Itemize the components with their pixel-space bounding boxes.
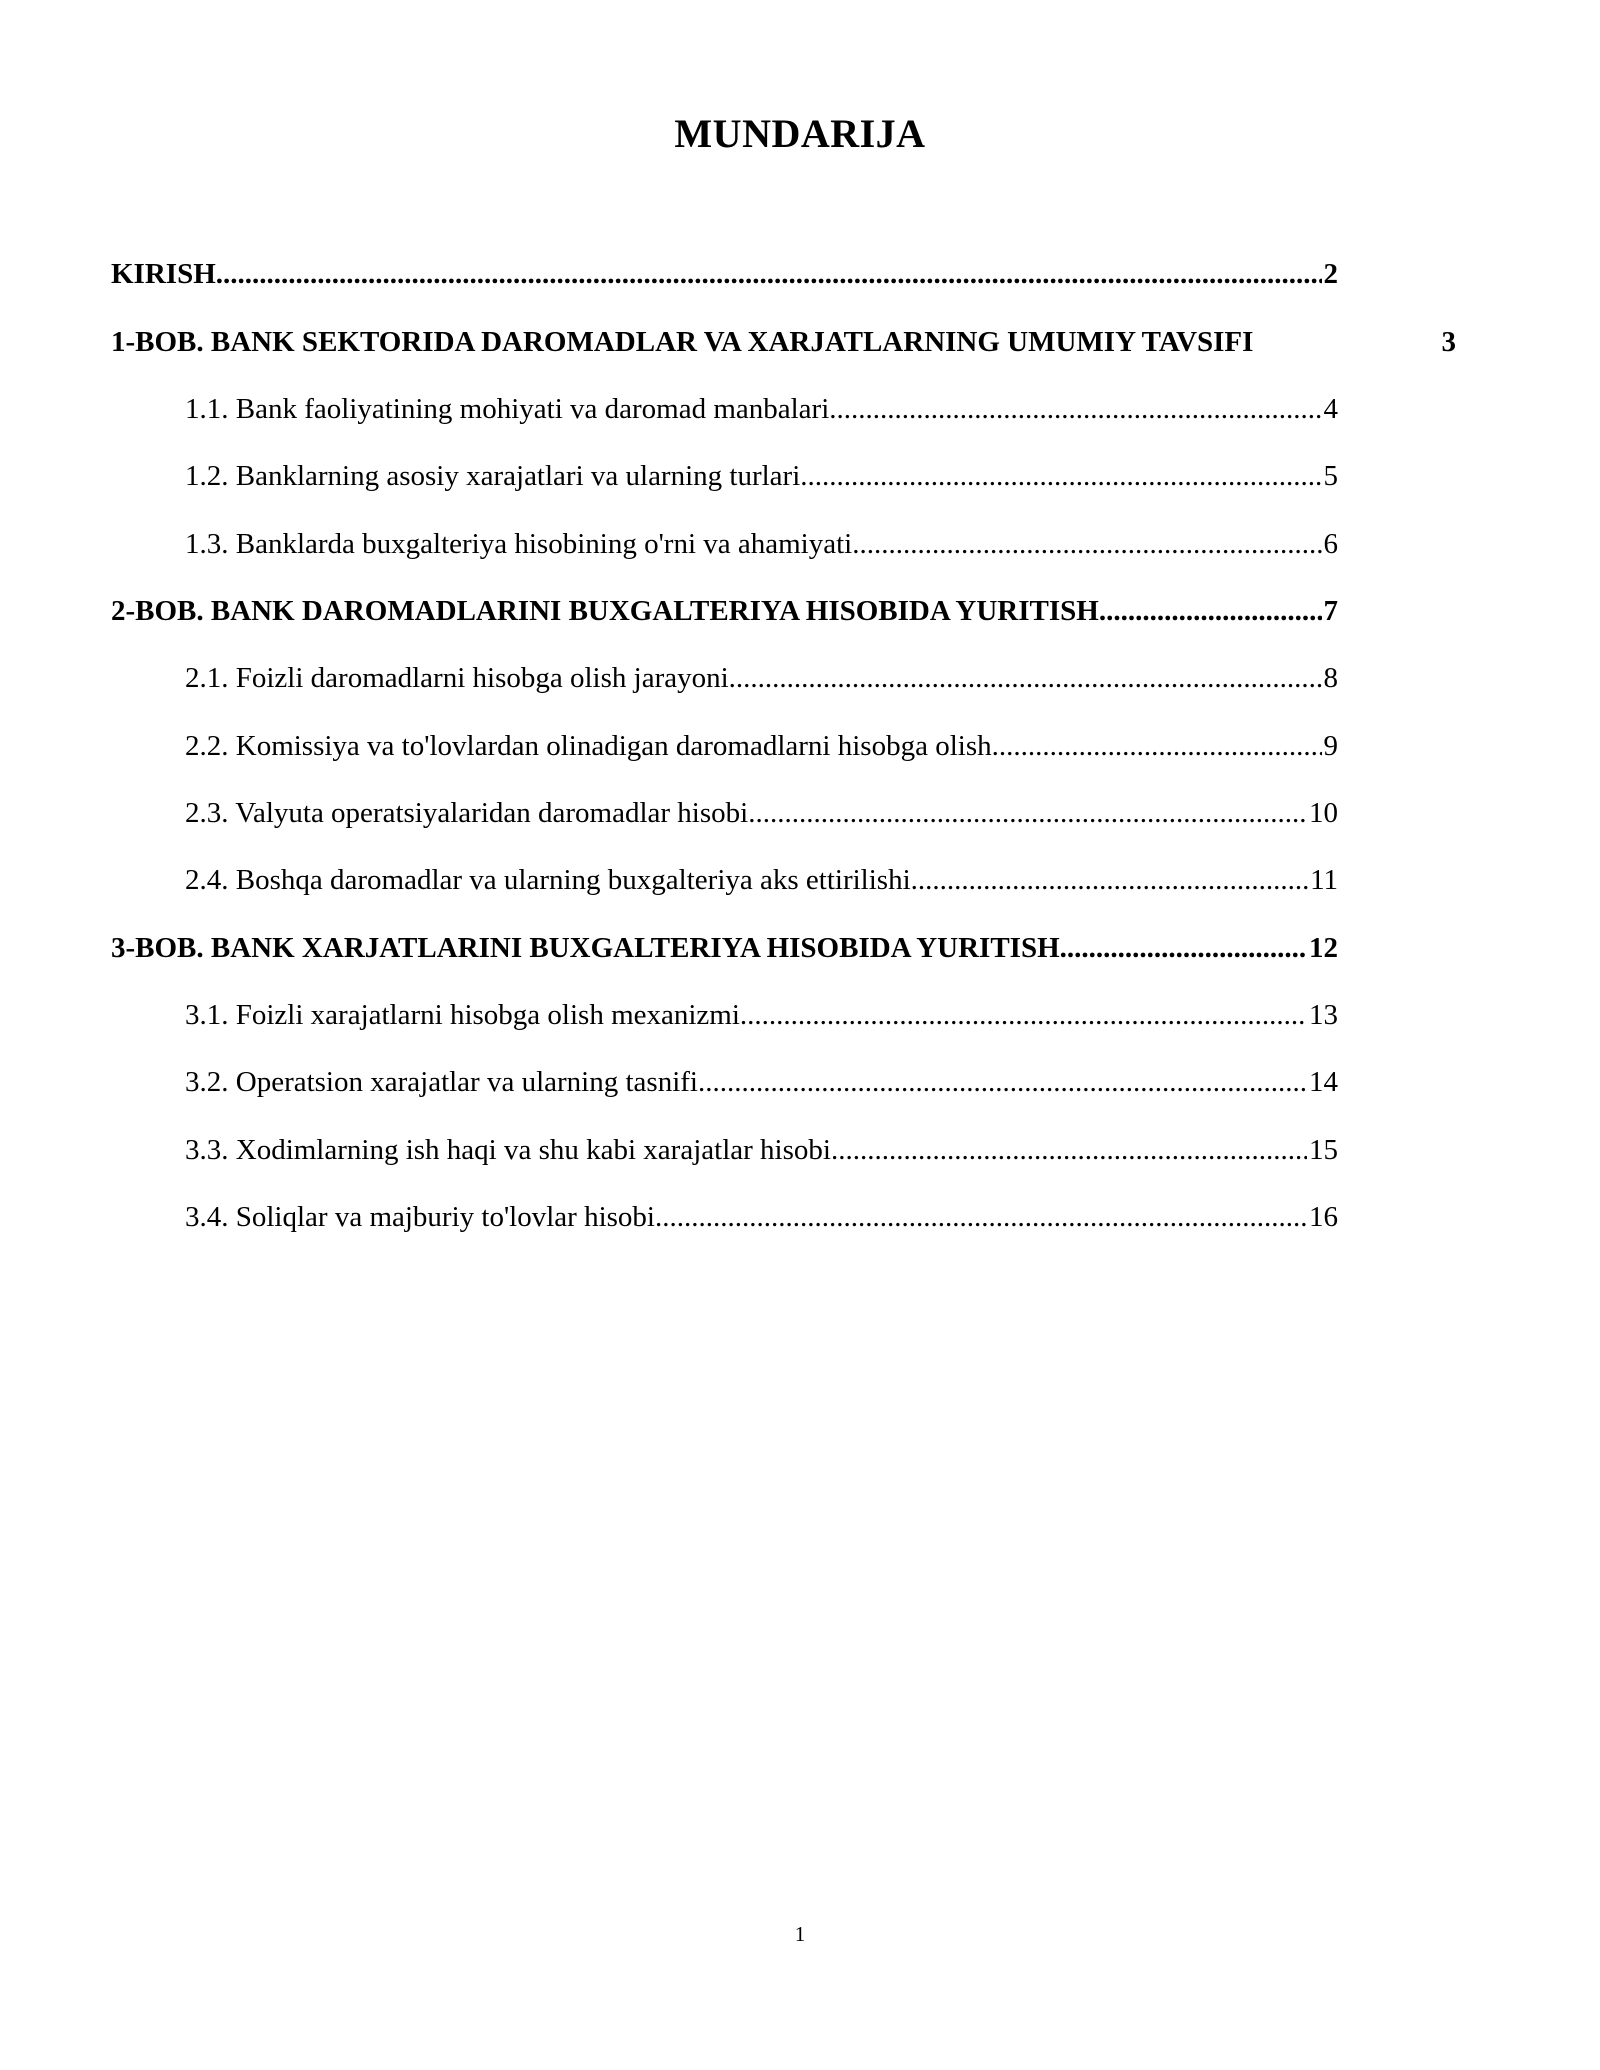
- toc-entry-text: 3.3. Xodimlarning ish haqi va shu kabi xarajatlar hisobi: [185, 1134, 831, 1166]
- toc-entry-section-1-3[interactable]: [185, 524, 1338, 564]
- toc-leader-dots: [911, 860, 1308, 900]
- toc-entry-section-1-1[interactable]: [185, 389, 1338, 429]
- toc-entry-text: KIRISH: [111, 258, 216, 290]
- toc-entry-text: 1.3. Banklarda buxgalteriya hisobining o'rni va ahamiyati: [185, 528, 853, 560]
- toc-page-number: 5: [1323, 460, 1338, 492]
- toc-entry-section-2-4[interactable]: [185, 860, 1338, 900]
- toc-entry-chapter-3[interactable]: [111, 928, 1338, 968]
- toc-page-number: 3: [1441, 326, 1456, 358]
- toc-entry-chapter-2[interactable]: [111, 591, 1338, 631]
- toc-entry-section-2-1[interactable]: [185, 658, 1338, 698]
- toc-entry-section-2-3[interactable]: [185, 793, 1338, 833]
- toc-page-number: 8: [1323, 662, 1338, 694]
- page-number-footer: 1: [794, 1922, 806, 1946]
- toc-page-number: 11: [1310, 864, 1338, 896]
- toc-leader-dots: [655, 1197, 1307, 1237]
- toc-entry-section-3-1[interactable]: [185, 995, 1338, 1035]
- toc-entry-text: 2.2. Komissiya va to'lovlardan olinadigan daromadlarni hisobga olish: [185, 730, 992, 762]
- toc-leader-dots: [800, 456, 1321, 496]
- toc-entry-text: 2.1. Foizli daromadlarni hisobga olish jarayoni: [185, 662, 729, 694]
- toc-leader-dots: [852, 524, 1321, 564]
- toc-entry-chapter-1[interactable]: [111, 322, 1456, 362]
- toc-entry-text: 3-BOB. BANK XARJATLARINI BUXGALTERIYA HISOBIDA YURITISH: [111, 932, 1060, 964]
- toc-page-number: 9: [1323, 730, 1338, 762]
- toc-entry-text: 3.4. Soliqlar va majburiy to'lovlar hisobi: [185, 1201, 655, 1233]
- toc-page-number: 10: [1309, 797, 1338, 829]
- toc-leader-dots: [829, 389, 1321, 429]
- toc-leader-dots: [992, 726, 1322, 766]
- toc-leader-dots: [740, 995, 1307, 1035]
- toc-leader-dots: [831, 1130, 1307, 1170]
- toc-entry-text: 1-BOB. BANK SEKTORIDA DAROMADLAR VA XARJATLARNING UMUMIY TAVSIFI: [111, 326, 1254, 358]
- toc-page-number: 7: [1323, 595, 1338, 627]
- toc-page-number: 15: [1309, 1134, 1338, 1166]
- toc-entry-text: 3.1. Foizli xarajatlarni hisobga olish mexanizmi: [185, 999, 740, 1031]
- toc-leader-dots: [748, 793, 1307, 833]
- toc-entry-text: 2-BOB. BANK DAROMADLARINI BUXGALTERIYA HISOBIDA YURITISH: [111, 595, 1099, 627]
- toc-leader-dots: [1060, 928, 1307, 968]
- toc-page-number: 12: [1309, 932, 1338, 964]
- toc-page-number: 4: [1323, 393, 1338, 425]
- toc-page-number: 13: [1309, 999, 1338, 1031]
- toc-page-number: 2: [1323, 258, 1338, 290]
- toc-entry-text: 1.2. Banklarning asosiy xarajatlari va ularning turlari: [185, 460, 801, 492]
- toc-leader-dots: [729, 658, 1322, 698]
- toc-entry-section-2-2[interactable]: [185, 726, 1338, 766]
- page-title: MUNDARIJA: [674, 111, 926, 156]
- toc-page-number: 14: [1309, 1066, 1338, 1098]
- toc-entry-text: 3.2. Operatsion xarajatlar va ularning tasnifi: [185, 1066, 698, 1098]
- toc-entry-section-3-2[interactable]: [185, 1062, 1338, 1102]
- toc-leader-dots: [698, 1062, 1307, 1102]
- toc-leader-dots: [216, 254, 1322, 294]
- toc-entry-section-3-3[interactable]: [185, 1130, 1338, 1170]
- toc-entry-section-3-4[interactable]: [185, 1197, 1338, 1237]
- toc-entry-text: 1.1. Bank faoliyatining mohiyati va daromad manbalari: [185, 393, 830, 425]
- toc-entry-text: 2.3. Valyuta operatsiyalaridan daromadlar hisobi: [185, 797, 749, 829]
- toc-page-number: 16: [1309, 1201, 1338, 1233]
- toc-entry-section-1-2[interactable]: [185, 456, 1338, 496]
- toc-entry-kirish[interactable]: [111, 254, 1338, 294]
- toc-leader-dots: [1099, 591, 1322, 631]
- toc-entry-text: 2.4. Boshqa daromadlar va ularning buxgalteriya aks ettirilishi: [185, 864, 911, 896]
- toc-page-number: 6: [1323, 528, 1338, 560]
